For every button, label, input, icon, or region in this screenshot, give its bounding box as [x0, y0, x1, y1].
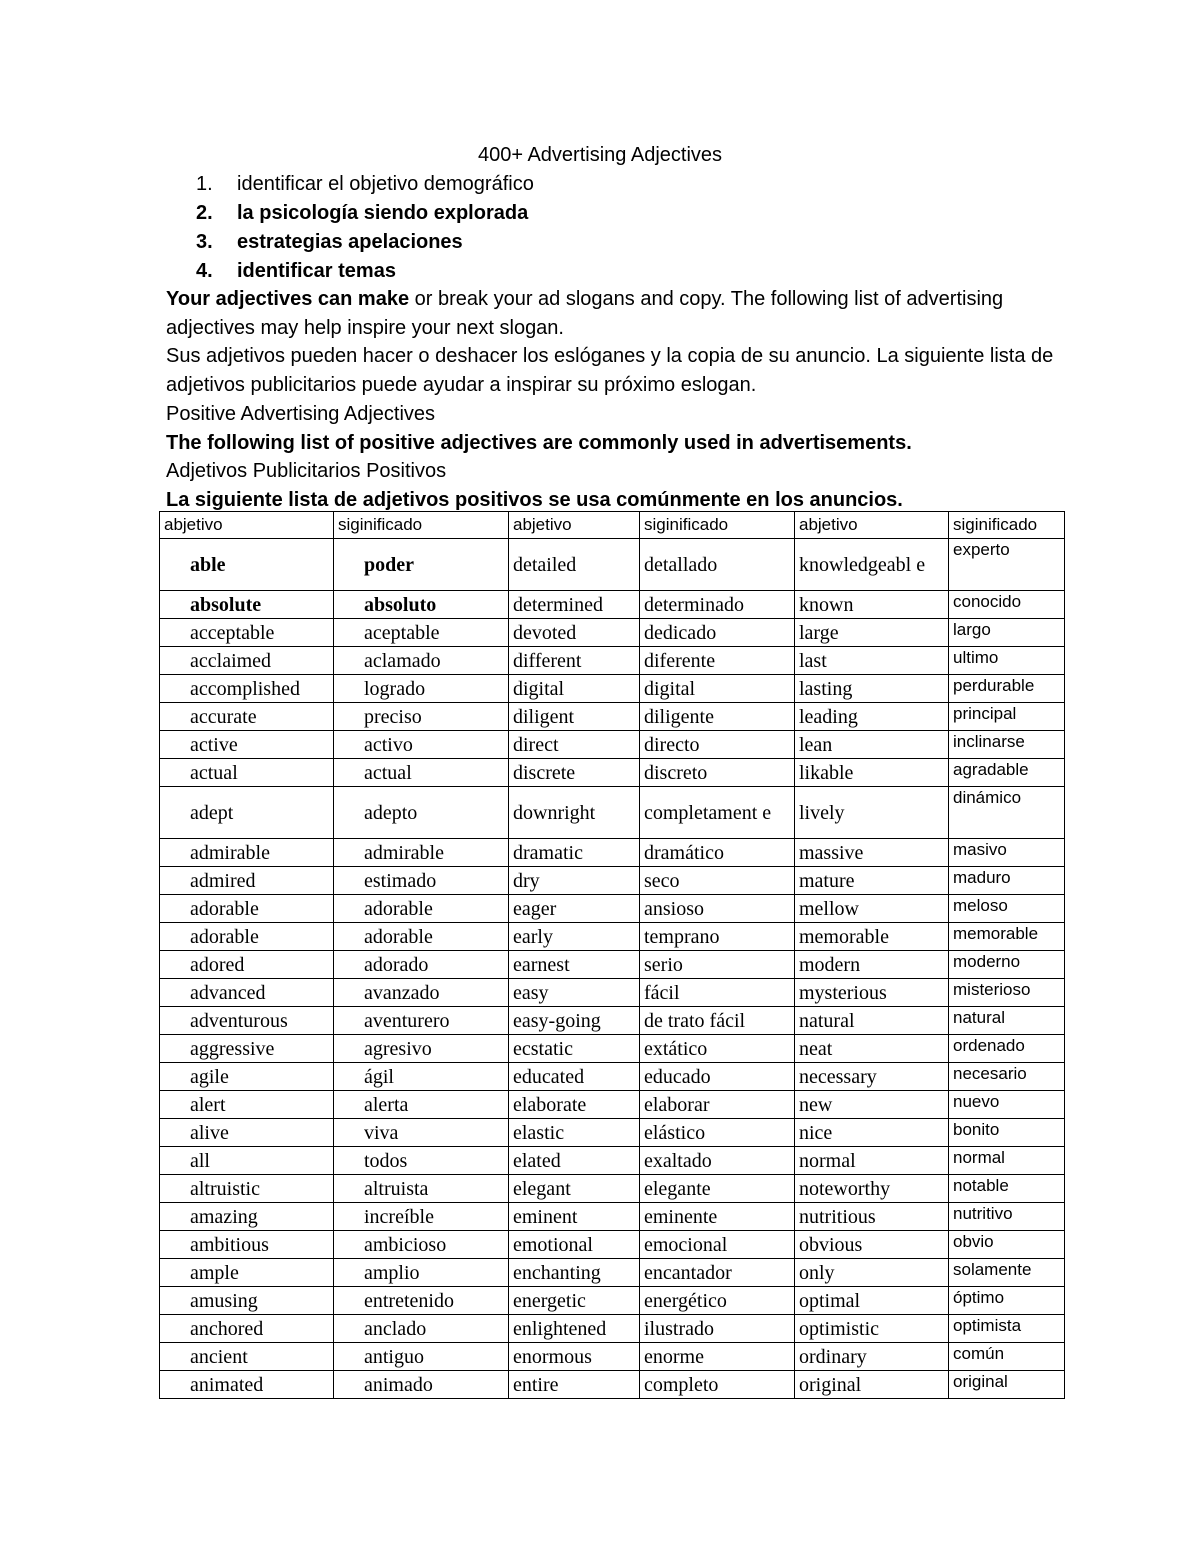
table-cell: emotional [509, 1231, 640, 1259]
intro-english [166, 285, 1066, 342]
table-cell: ample [160, 1259, 334, 1287]
step-number: 2. [196, 202, 213, 224]
table-row [160, 1035, 1065, 1063]
table-cell: maduro [949, 867, 1065, 895]
positivos-heading: Adjetivos Publicitarios Positivos [166, 460, 447, 483]
table-cell: perdurable [949, 675, 1065, 703]
table-cell: ansioso [640, 895, 795, 923]
table-row [160, 619, 1065, 647]
table-cell: entretenido [334, 1287, 509, 1315]
table-cell: dedicado [640, 619, 795, 647]
table-cell: digital [640, 675, 795, 703]
table-cell: masivo [949, 839, 1065, 867]
table-cell: seco [640, 867, 795, 895]
table-cell: admirable [160, 839, 334, 867]
table-cell: elástico [640, 1119, 795, 1147]
table-cell: aggressive [160, 1035, 334, 1063]
table-cell: altruista [334, 1175, 509, 1203]
table-cell: acceptable [160, 619, 334, 647]
table-cell: aceptable [334, 619, 509, 647]
table-cell: large [795, 619, 949, 647]
table-cell: memorable [949, 923, 1065, 951]
table-row [160, 1063, 1065, 1091]
table-row [160, 1371, 1065, 1399]
table-cell: notable [949, 1175, 1065, 1203]
table-cell: admirable [334, 839, 509, 867]
table-cell: memorable [795, 923, 949, 951]
table-cell: alive [160, 1119, 334, 1147]
table-row [160, 1203, 1065, 1231]
table-row [160, 923, 1065, 951]
table-cell: early [509, 923, 640, 951]
table-cell: energetic [509, 1287, 640, 1315]
table-row [160, 1119, 1065, 1147]
table-cell: ordinary [795, 1343, 949, 1371]
table-cell: adept [160, 787, 334, 839]
table-cell: normal [795, 1147, 949, 1175]
table-cell: optimista [949, 1315, 1065, 1343]
table-cell: de trato fácil [640, 1007, 795, 1035]
table-cell: encantador [640, 1259, 795, 1287]
table-cell: ilustrado [640, 1315, 795, 1343]
table-cell: eminent [509, 1203, 640, 1231]
table-cell: nutritious [795, 1203, 949, 1231]
table-cell: optimistic [795, 1315, 949, 1343]
step-number: 4. [196, 260, 213, 282]
table-cell: diligent [509, 703, 640, 731]
table-cell: avanzado [334, 979, 509, 1007]
table-cell: only [795, 1259, 949, 1287]
positive-heading: Positive Advertising Adjectives [166, 402, 436, 425]
intro-text [166, 285, 1066, 515]
table-cell: amusing [160, 1287, 334, 1315]
table-cell: mature [795, 867, 949, 895]
table-row [160, 1231, 1065, 1259]
header-cell: siginificado [640, 512, 795, 539]
table-cell: natural [949, 1007, 1065, 1035]
table-cell: alerta [334, 1091, 509, 1119]
table-cell: meloso [949, 895, 1065, 923]
table-header-row [160, 512, 1065, 539]
table-cell: agradable [949, 759, 1065, 787]
table-cell: active [160, 731, 334, 759]
table-cell: lean [795, 731, 949, 759]
table-cell: nuevo [949, 1091, 1065, 1119]
intro-english-bold: Your adjectives can make [166, 288, 410, 310]
table-cell: emocional [640, 1231, 795, 1259]
table-cell: común [949, 1343, 1065, 1371]
table-cell: nice [795, 1119, 949, 1147]
table-cell: largo [949, 619, 1065, 647]
table-row [160, 731, 1065, 759]
table-cell: adorable [334, 895, 509, 923]
table-cell: todos [334, 1147, 509, 1175]
table-cell: ordenado [949, 1035, 1065, 1063]
table-row [160, 867, 1065, 895]
table-cell: principal [949, 703, 1065, 731]
table-cell: absolute [160, 591, 334, 619]
table-cell: aventurero [334, 1007, 509, 1035]
table-row [160, 895, 1065, 923]
adjectives-table [159, 511, 1065, 1399]
table-row [160, 647, 1065, 675]
table-cell: devoted [509, 619, 640, 647]
table-cell: energético [640, 1287, 795, 1315]
table-cell: logrado [334, 675, 509, 703]
step-text: identificar temas [237, 260, 396, 282]
header-cell: abjetivo [160, 512, 334, 539]
table-cell: exaltado [640, 1147, 795, 1175]
table-cell: amplio [334, 1259, 509, 1287]
table-cell: diferente [640, 647, 795, 675]
table-cell: absoluto [334, 591, 509, 619]
table-cell: completo [640, 1371, 795, 1399]
table-cell: likable [795, 759, 949, 787]
table-cell: neat [795, 1035, 949, 1063]
table-cell: enormous [509, 1343, 640, 1371]
table-cell: mysterious [795, 979, 949, 1007]
intro-spanish: Sus adjetivos pueden hacer o deshacer los eslóganes y la copia de su anuncio. La siguiente lista de adjetivos publicitarios puede ayudar a inspirar su próximo eslogan. [166, 345, 1054, 397]
header-cell: abjetivo [509, 512, 640, 539]
table-cell: agresivo [334, 1035, 509, 1063]
table-cell: acclaimed [160, 647, 334, 675]
table-cell: elastic [509, 1119, 640, 1147]
table-cell: anclado [334, 1315, 509, 1343]
header-cell: abjetivo [795, 512, 949, 539]
table-cell: elated [509, 1147, 640, 1175]
table-cell: dry [509, 867, 640, 895]
table-cell: easy [509, 979, 640, 1007]
table-cell: enchanting [509, 1259, 640, 1287]
table-cell: completament e [640, 787, 795, 839]
table-cell: misterioso [949, 979, 1065, 1007]
step-text: la psicología siendo explorada [237, 202, 529, 224]
table-cell: able [160, 539, 334, 591]
table-cell: detallado [640, 539, 795, 591]
table-cell: necessary [795, 1063, 949, 1091]
table-cell: normal [949, 1147, 1065, 1175]
table-cell: educado [640, 1063, 795, 1091]
step-text: identificar el objetivo demográfico [237, 173, 534, 195]
table-row [160, 1007, 1065, 1035]
table-row [160, 1147, 1065, 1175]
step-item [196, 199, 534, 228]
table-cell: animated [160, 1371, 334, 1399]
table-cell: conocido [949, 591, 1065, 619]
table-cell: actual [160, 759, 334, 787]
table-cell: massive [795, 839, 949, 867]
step-number: 1. [196, 173, 213, 195]
table-cell: elaborate [509, 1091, 640, 1119]
table-cell: fácil [640, 979, 795, 1007]
table-row [160, 951, 1065, 979]
table-cell: new [795, 1091, 949, 1119]
table-cell: accomplished [160, 675, 334, 703]
table-cell: admired [160, 867, 334, 895]
table-cell: direct [509, 731, 640, 759]
table-cell: optimal [795, 1287, 949, 1315]
table-cell: preciso [334, 703, 509, 731]
table-cell: leading [795, 703, 949, 731]
table-cell: detailed [509, 539, 640, 591]
table-cell: noteworthy [795, 1175, 949, 1203]
table-cell: advanced [160, 979, 334, 1007]
table-cell: adored [160, 951, 334, 979]
table-row [160, 1287, 1065, 1315]
table-cell: nutritivo [949, 1203, 1065, 1231]
table-row [160, 1259, 1065, 1287]
table-row [160, 839, 1065, 867]
table-cell: discreto [640, 759, 795, 787]
table-cell: elegant [509, 1175, 640, 1203]
table-cell: actual [334, 759, 509, 787]
table-cell: óptimo [949, 1287, 1065, 1315]
table-row [160, 1315, 1065, 1343]
table-cell: moderno [949, 951, 1065, 979]
header-cell: siginificado [334, 512, 509, 539]
table-cell: serio [640, 951, 795, 979]
table-cell: enlightened [509, 1315, 640, 1343]
table-cell: estimado [334, 867, 509, 895]
table-cell: adorable [334, 923, 509, 951]
table-cell: dramático [640, 839, 795, 867]
table-cell: knowledgeabl e [795, 539, 949, 591]
table-row [160, 591, 1065, 619]
table-cell: ultimo [949, 647, 1065, 675]
table-cell: solamente [949, 1259, 1065, 1287]
table-cell: alert [160, 1091, 334, 1119]
table-cell: original [795, 1371, 949, 1399]
table-cell: animado [334, 1371, 509, 1399]
table-cell: ancient [160, 1343, 334, 1371]
table-row [160, 1343, 1065, 1371]
table-cell: poder [334, 539, 509, 591]
table-cell: directo [640, 731, 795, 759]
table-cell: lasting [795, 675, 949, 703]
table-cell: anchored [160, 1315, 334, 1343]
table-cell: last [795, 647, 949, 675]
table-cell: lively [795, 787, 949, 839]
table-cell: accurate [160, 703, 334, 731]
table-cell: amazing [160, 1203, 334, 1231]
table-cell: easy-going [509, 1007, 640, 1035]
table-row [160, 1091, 1065, 1119]
table-cell: agile [160, 1063, 334, 1091]
table-cell: obvious [795, 1231, 949, 1259]
table-cell: enorme [640, 1343, 795, 1371]
step-text: estrategias apelaciones [237, 231, 463, 253]
table-cell: eminente [640, 1203, 795, 1231]
table-cell: entire [509, 1371, 640, 1399]
table-cell: discrete [509, 759, 640, 787]
table-cell: natural [795, 1007, 949, 1035]
table-cell: adorado [334, 951, 509, 979]
table-cell: modern [795, 951, 949, 979]
table-cell: antiguo [334, 1343, 509, 1371]
table-row [160, 787, 1065, 839]
table-row [160, 979, 1065, 1007]
table-cell: temprano [640, 923, 795, 951]
table-cell: activo [334, 731, 509, 759]
table-cell: aclamado [334, 647, 509, 675]
table-cell: adventurous [160, 1007, 334, 1035]
table-cell: necesario [949, 1063, 1065, 1091]
table-cell: obvio [949, 1231, 1065, 1259]
table-cell: original [949, 1371, 1065, 1399]
table-cell: ambitious [160, 1231, 334, 1259]
table-cell: known [795, 591, 949, 619]
table-cell: inclinarse [949, 731, 1065, 759]
table-row [160, 703, 1065, 731]
table-cell: determinado [640, 591, 795, 619]
table-cell: earnest [509, 951, 640, 979]
table-cell: elegante [640, 1175, 795, 1203]
table-cell: educated [509, 1063, 640, 1091]
table-cell: ambicioso [334, 1231, 509, 1259]
table-cell: ágil [334, 1063, 509, 1091]
table-cell: altruistic [160, 1175, 334, 1203]
table-cell: diligente [640, 703, 795, 731]
table-cell: bonito [949, 1119, 1065, 1147]
table-cell: extático [640, 1035, 795, 1063]
table-cell: dinámico [949, 787, 1065, 839]
table-cell: elaborar [640, 1091, 795, 1119]
step-item [196, 170, 534, 199]
table-cell: experto [949, 539, 1065, 591]
table-row [160, 675, 1065, 703]
table-cell: eager [509, 895, 640, 923]
table-cell: increíble [334, 1203, 509, 1231]
step-item [196, 257, 534, 286]
table-cell: mellow [795, 895, 949, 923]
table-body [160, 539, 1065, 1399]
table-cell: determined [509, 591, 640, 619]
step-item [196, 228, 534, 257]
table-cell: viva [334, 1119, 509, 1147]
intro-english-rest: or break your ad slogans and copy. The following list of advertising adjectives may help inspire your next slogan. [166, 288, 1004, 339]
table-cell: dramatic [509, 839, 640, 867]
table-cell: all [160, 1147, 334, 1175]
steps-list [196, 170, 534, 286]
table-cell: adorable [160, 895, 334, 923]
table-cell: adorable [160, 923, 334, 951]
table-cell: downright [509, 787, 640, 839]
step-number: 3. [196, 231, 213, 253]
document-title: 400+ Advertising Adjectives [477, 144, 723, 166]
table-row [160, 1175, 1065, 1203]
positive-description: The following list of positive adjectives are commonly used in advertisements. [166, 431, 912, 454]
table-cell: digital [509, 675, 640, 703]
header-cell: siginificado [949, 512, 1065, 539]
table-cell: adepto [334, 787, 509, 839]
table-row [160, 539, 1065, 591]
table-row [160, 759, 1065, 787]
table-cell: ecstatic [509, 1035, 640, 1063]
table-cell: different [509, 647, 640, 675]
positivos-description: La siguiente lista de adjetivos positivos se usa comúnmente en los anuncios. [166, 488, 903, 511]
